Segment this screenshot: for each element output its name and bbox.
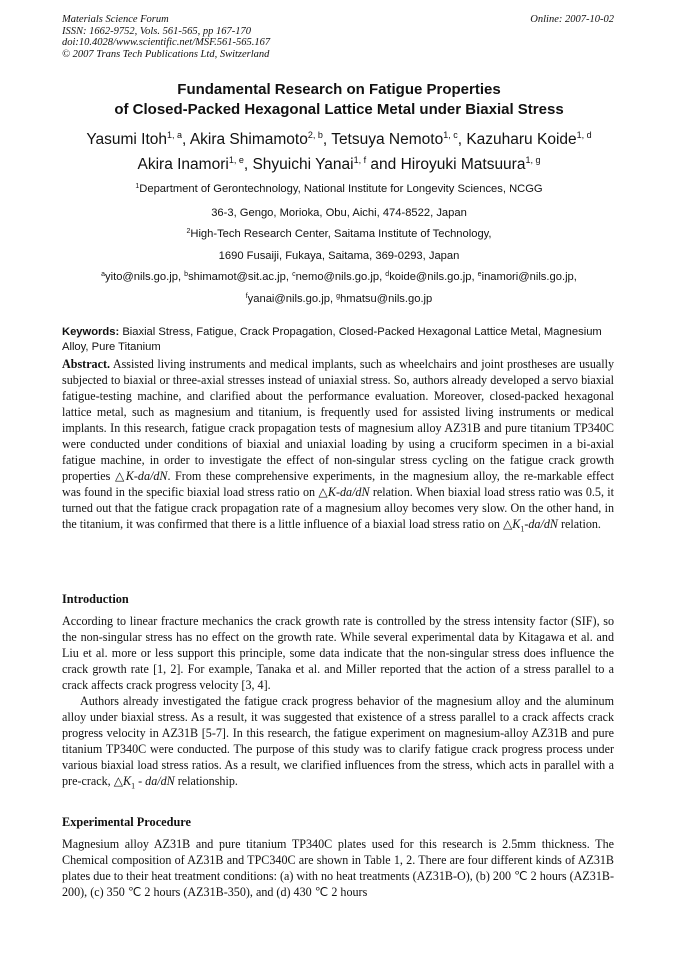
affiliation-1 bbox=[20, 182, 658, 196]
abstract-label: Abstract. bbox=[62, 357, 111, 371]
author-sup: 1, f bbox=[353, 155, 367, 165]
keywords-text: Biaxial Stress, Fatigue, Crack Propagation, Closed-Packed Hexagonal Lattice Metal, Magnesium Alloy, Pure Titanium bbox=[62, 326, 602, 353]
delta-icon: △ bbox=[113, 774, 124, 788]
introduction-body bbox=[62, 613, 614, 794]
author-sup: 1, c bbox=[443, 130, 458, 140]
abstract-text: . From these comprehensive experiments, in the magnesium alloy, the re-markable effect was found in the specific biaxial load stress ratio on bbox=[62, 469, 614, 499]
email-link[interactable]: koide@nils.go.jp bbox=[389, 271, 472, 283]
abstract-symbol: -da/dN bbox=[524, 517, 558, 531]
delta-icon: △ bbox=[114, 469, 126, 483]
title-line-2: of Closed-Packed Hexagonal Lattice Metal under Biaxial Stress bbox=[114, 101, 564, 118]
abstract-symbol: K bbox=[512, 517, 521, 531]
subscript: 1 bbox=[520, 524, 525, 534]
author-name: Akira Shimamoto bbox=[189, 131, 308, 148]
email-sup: e bbox=[477, 271, 482, 278]
email-sup: d bbox=[385, 271, 390, 278]
title-line-1: Fundamental Research on Fatigue Properties bbox=[177, 81, 501, 98]
abstract-symbol: K-da/dN bbox=[125, 469, 168, 483]
doi[interactable]: doi:10.4028/www.scientific.net/MSF.561-565.167 bbox=[62, 37, 271, 48]
intro-paragraph-2 bbox=[62, 693, 614, 794]
email-sup: a bbox=[101, 271, 106, 278]
paper-title bbox=[40, 80, 638, 120]
abstract-text: relation. bbox=[557, 517, 601, 531]
keywords-label: Keywords: bbox=[62, 326, 120, 338]
affiliation-1-address: 36-3, Gengo, Morioka, Obu, Aichi, 474-8522, Japan bbox=[211, 207, 467, 219]
email-list-line-2: $^f$yanai@nils.go.jp, $^g$hmatsu@nils.go.jp bbox=[245, 293, 433, 305]
experimental-body bbox=[62, 836, 614, 900]
author-sup: 1, a bbox=[167, 130, 183, 140]
affiliation-2 bbox=[20, 227, 658, 241]
intro-symbol: K bbox=[123, 774, 132, 788]
abstract bbox=[62, 356, 614, 537]
email-link[interactable]: inamori@nils.go.jp bbox=[481, 271, 574, 283]
author-sup: 1, e bbox=[228, 155, 244, 165]
author-sup: 1, d bbox=[576, 130, 592, 140]
email-sup: b bbox=[184, 271, 189, 278]
email-list-line-1: $^a$yito@nils.go.jp, $^b$shimamot@sit.ac.jp, $^c$nemo@nils.go.jp, $^d$koide@nils.go.jp, $^e$inamori@nils.go.jp, bbox=[101, 271, 577, 283]
abstract-symbol: K-da/dN bbox=[327, 485, 370, 499]
affiliation-2-address: 1690 Fusaiji, Fukaya, Saitama, 369-0293, Japan bbox=[218, 250, 460, 262]
intro-text: Authors already investigated the fatigue crack progress behavior of the magnesium alloy and the aluminum alloy under biaxial stress. As a result, it was suggested that existence of a stress parallel to a crack affects crack progress velocity in AZ31B [5-7]. In this research, the fatigue experiment on magnesium-alloy AZ31B and pure titanium TP340C were conducted. The purpose of this study was to clarify fatigue crack progress process under various biaxial load stress ratios. As a result, we clarified influences from the stress, which acts in parallel with a pre-crack, bbox=[62, 694, 614, 788]
email-link[interactable]: nemo@nils.go.jp bbox=[295, 271, 380, 283]
section-heading-introduction: Introduction bbox=[62, 592, 129, 606]
author-sup: 2, b bbox=[307, 130, 323, 140]
aff-line: Department of Gerontechnology, National Institute for Longevity Sciences, NCGG bbox=[139, 183, 543, 195]
copyright: © 2007 Trans Tech Publications Ltd, Switzerland bbox=[62, 48, 270, 60]
aff-sup: 2 bbox=[186, 228, 191, 235]
section-heading-experimental: Experimental Procedure bbox=[62, 815, 191, 829]
author-sup: 1, g bbox=[525, 155, 541, 165]
email-link[interactable]: shimamot@sit.ac.jp bbox=[188, 271, 286, 283]
journal-name: Materials Science Forum bbox=[62, 14, 169, 25]
issn: ISSN: 1662-9752, Vols. 561-565, pp 167-170 bbox=[62, 25, 251, 37]
online-date: Online: 2007-10-02 bbox=[530, 14, 614, 25]
author-name: Kazuharu Koide bbox=[466, 131, 577, 148]
journal-header bbox=[62, 14, 270, 60]
author-name: Yasumi Itoh bbox=[86, 131, 168, 148]
delta-icon: △ bbox=[502, 517, 513, 531]
author-list: Yasumi Itoh$^{1, a}$, Akira Shimamoto$^{2, b}$, Tetsuya Nemoto$^{1, c}$, Kazuharu Koide$^{1, d}$ Akira Inamori$^{1, e}$, Shyuichi Yanai$^{1, f}$ and Hiroyuki Matsuura$^{1, g}$ bbox=[86, 130, 592, 173]
abstract-text: relation. When biaxial load stress ratio was 0.5, it turned out that the fatigue crack propagation rate of a magnesium alloy becomes very slow. On the other hand, in the titanium, it was confirmed that there is a little influence of a biaxial load stress ratio on bbox=[62, 485, 614, 531]
intro-paragraph-1: According to linear fracture mechanics the crack growth rate is controlled by the stress intensity factor (SIF), so the non-singular stress has no effect on the growth rate. While several experimental data by Kitagawa et al. and Liu et al. more or less support this principle, some data indicate that the non-singular stress does influence the crack growth rate [1, 2]. For example, Tanaka et al. and Miller reported that the action of a stress parallel to a crack affects crack progress velocity [3, 4]. bbox=[62, 614, 614, 692]
aff-sup: 1 bbox=[135, 183, 140, 190]
aff-line: High-Tech Research Center, Saitama Institute of Technology, bbox=[190, 228, 492, 240]
abstract-text: Assisted living instruments and medical implants, such as wheelchairs and joint prostheses are usually subjected to biaxial or three-axial stresses instead of uniaxial stress. So, authors already developed a servo biaxial fatigue-testing machine, and clarified about the performance evaluation. Moreover, closed-packed hexagonal lattice metal, such as magnesium and titanium, is frequently used for assisted living instruments or medical implants. In this research, fatigue crack propagation tests of magnesium alloy AZ31B and pure titanium TP340C were conducted under conditions of biaxial and uniaxial loading by using a cruciform specimen in a bi-axial fatigue machine, in order to investigate the effect of non-singular stress cycling on the fatigue crack growth properties bbox=[62, 357, 615, 483]
author-name: Hiroyuki Matsuura bbox=[400, 156, 526, 173]
email-sup: g bbox=[336, 293, 341, 300]
subscript: 1 bbox=[131, 781, 136, 791]
author-name: Akira Inamori bbox=[137, 156, 229, 173]
email-link[interactable]: hmatsu@nils.go.jp bbox=[340, 293, 433, 305]
intro-symbol: - da/dN bbox=[135, 774, 175, 788]
experimental-paragraph-1: Magnesium alloy AZ31B and pure titanium TP340C plates used for this research is 2.5mm thickness. The Chemical composition of AZ31B and TPC340C are shown in Table 1, 2. There are four different kinds of AZ31B plates due to their heat treatment conditions: (a) with no heat treatments (AZ31B-O), (b) 200 ℃ 2 hours (AZ31B-200), (c) 350 ℃ 2 hours (AZ31B-350), and (d) 430 ℃ 2 hours bbox=[62, 837, 614, 899]
intro-text: relationship. bbox=[174, 774, 238, 788]
email-link[interactable]: yito@nils.go.jp bbox=[105, 271, 178, 283]
email-sup: c bbox=[292, 271, 296, 278]
keywords bbox=[62, 325, 614, 355]
author-name: Tetsuya Nemoto bbox=[331, 131, 444, 148]
delta-icon: △ bbox=[318, 485, 328, 499]
email-sup: f bbox=[245, 293, 248, 300]
email-link[interactable]: yanai@nils.go.jp bbox=[247, 293, 330, 305]
author-name: Shyuichi Yanai bbox=[252, 156, 354, 173]
